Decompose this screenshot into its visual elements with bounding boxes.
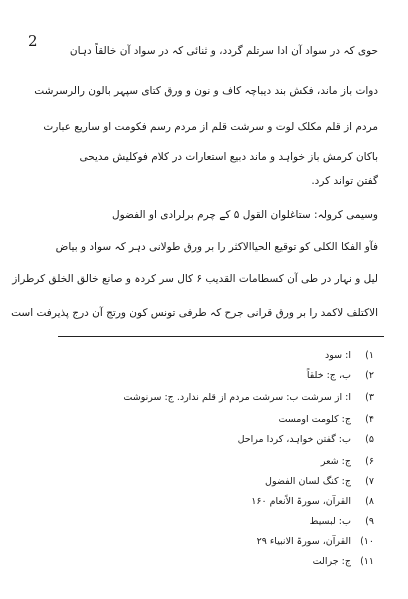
footnote-number: ۲)	[365, 370, 374, 381]
footnote-text: ب: لبسیط	[309, 516, 351, 527]
footnote	[54, 496, 374, 508]
footnote-text: ا: از سرشت ب: سرشت مردم از قلم ندارد. ج: سرنوشت	[123, 392, 351, 403]
footnote	[54, 434, 374, 446]
main-text-line: باکان کرمش باز خواہد و ماند دبیع استعارات در کلام فوکلیش مدیحی	[79, 151, 378, 163]
main-text-line: لیل و نہار در طی آن کسطامات القدیب ۶ کال سر کردہ و صانع خالق الخلق کرطراز	[12, 273, 378, 285]
footnote-text: ب: گفتن خواہد، کردا مراحل	[237, 434, 351, 445]
main-text-line: حوی کہ در سواد آن ادا سرتلم گردد، و ثنائی کہ در سواد آن خالقاً دہان	[69, 45, 378, 57]
footnote-number: ۱۱)	[360, 556, 374, 567]
footnote-text: ج: کنگ لسان الفضول	[265, 476, 351, 487]
footnote-text: ب، ج: خلقاً	[306, 370, 351, 381]
main-text-line: مردم از قلم مکلک لوت و سرشت قلم از مردم رسم فکومت او ساریع عبارت	[43, 121, 378, 133]
footnote-number: ۷)	[365, 476, 374, 487]
footnote	[54, 456, 374, 468]
footnote-number: ۹)	[365, 516, 374, 527]
footnote-number: ۱)	[365, 350, 374, 361]
footnote-number: ۱۰)	[360, 536, 374, 547]
footnote	[54, 414, 374, 426]
footnote-text: ج: کلومت اومست	[278, 414, 351, 425]
footnote-number: ۳)	[365, 392, 374, 403]
footnote	[54, 392, 374, 404]
footnote	[54, 556, 374, 568]
footnote	[54, 516, 374, 528]
footnote	[54, 370, 374, 382]
footnote-number: ۶)	[365, 456, 374, 467]
footnote-number: ۸)	[365, 496, 374, 507]
footnote-number: ۵)	[365, 434, 374, 445]
footnote-number: ۴)	[365, 414, 374, 425]
main-text-line: الاکتلف لاکمد را بر ورق قرانی جرح کہ طرفی تونس کون ورتج آن درج پذیرفت است	[11, 307, 378, 319]
footnote	[54, 350, 374, 362]
footnote	[54, 476, 374, 488]
footnote	[54, 536, 374, 548]
footnote-text: ا: سود	[325, 350, 351, 361]
footnote-text: القرآن، سورۃ الاًنعام ۱۶۰	[251, 496, 351, 507]
main-text-line: فآو الفکا الکلی کو توقیع الحیاالاکثر را بر ورق طولانی دہر کہ سواد و بیاض	[55, 241, 378, 253]
footnote-divider	[58, 336, 384, 337]
page-number: 2	[28, 32, 38, 50]
footnote-text: ج: شعر	[320, 456, 351, 467]
footnote-text: القرآن، سورۃ الانبیاء ۲۹	[256, 536, 351, 547]
main-text-line: دوات باز ماند، فکش بند دیباچہ کاف و نون و ورق کتای سپہر بالون رالرسرشت	[34, 85, 378, 97]
main-text-line: گفتن تواند کرد.	[311, 175, 378, 187]
main-text-line: وسیمی کرولہ: ستاغلوان القول ۵ کے چرم برلرادی او الفضول	[111, 209, 378, 221]
footnote-text: ج: جرالت	[312, 556, 351, 567]
